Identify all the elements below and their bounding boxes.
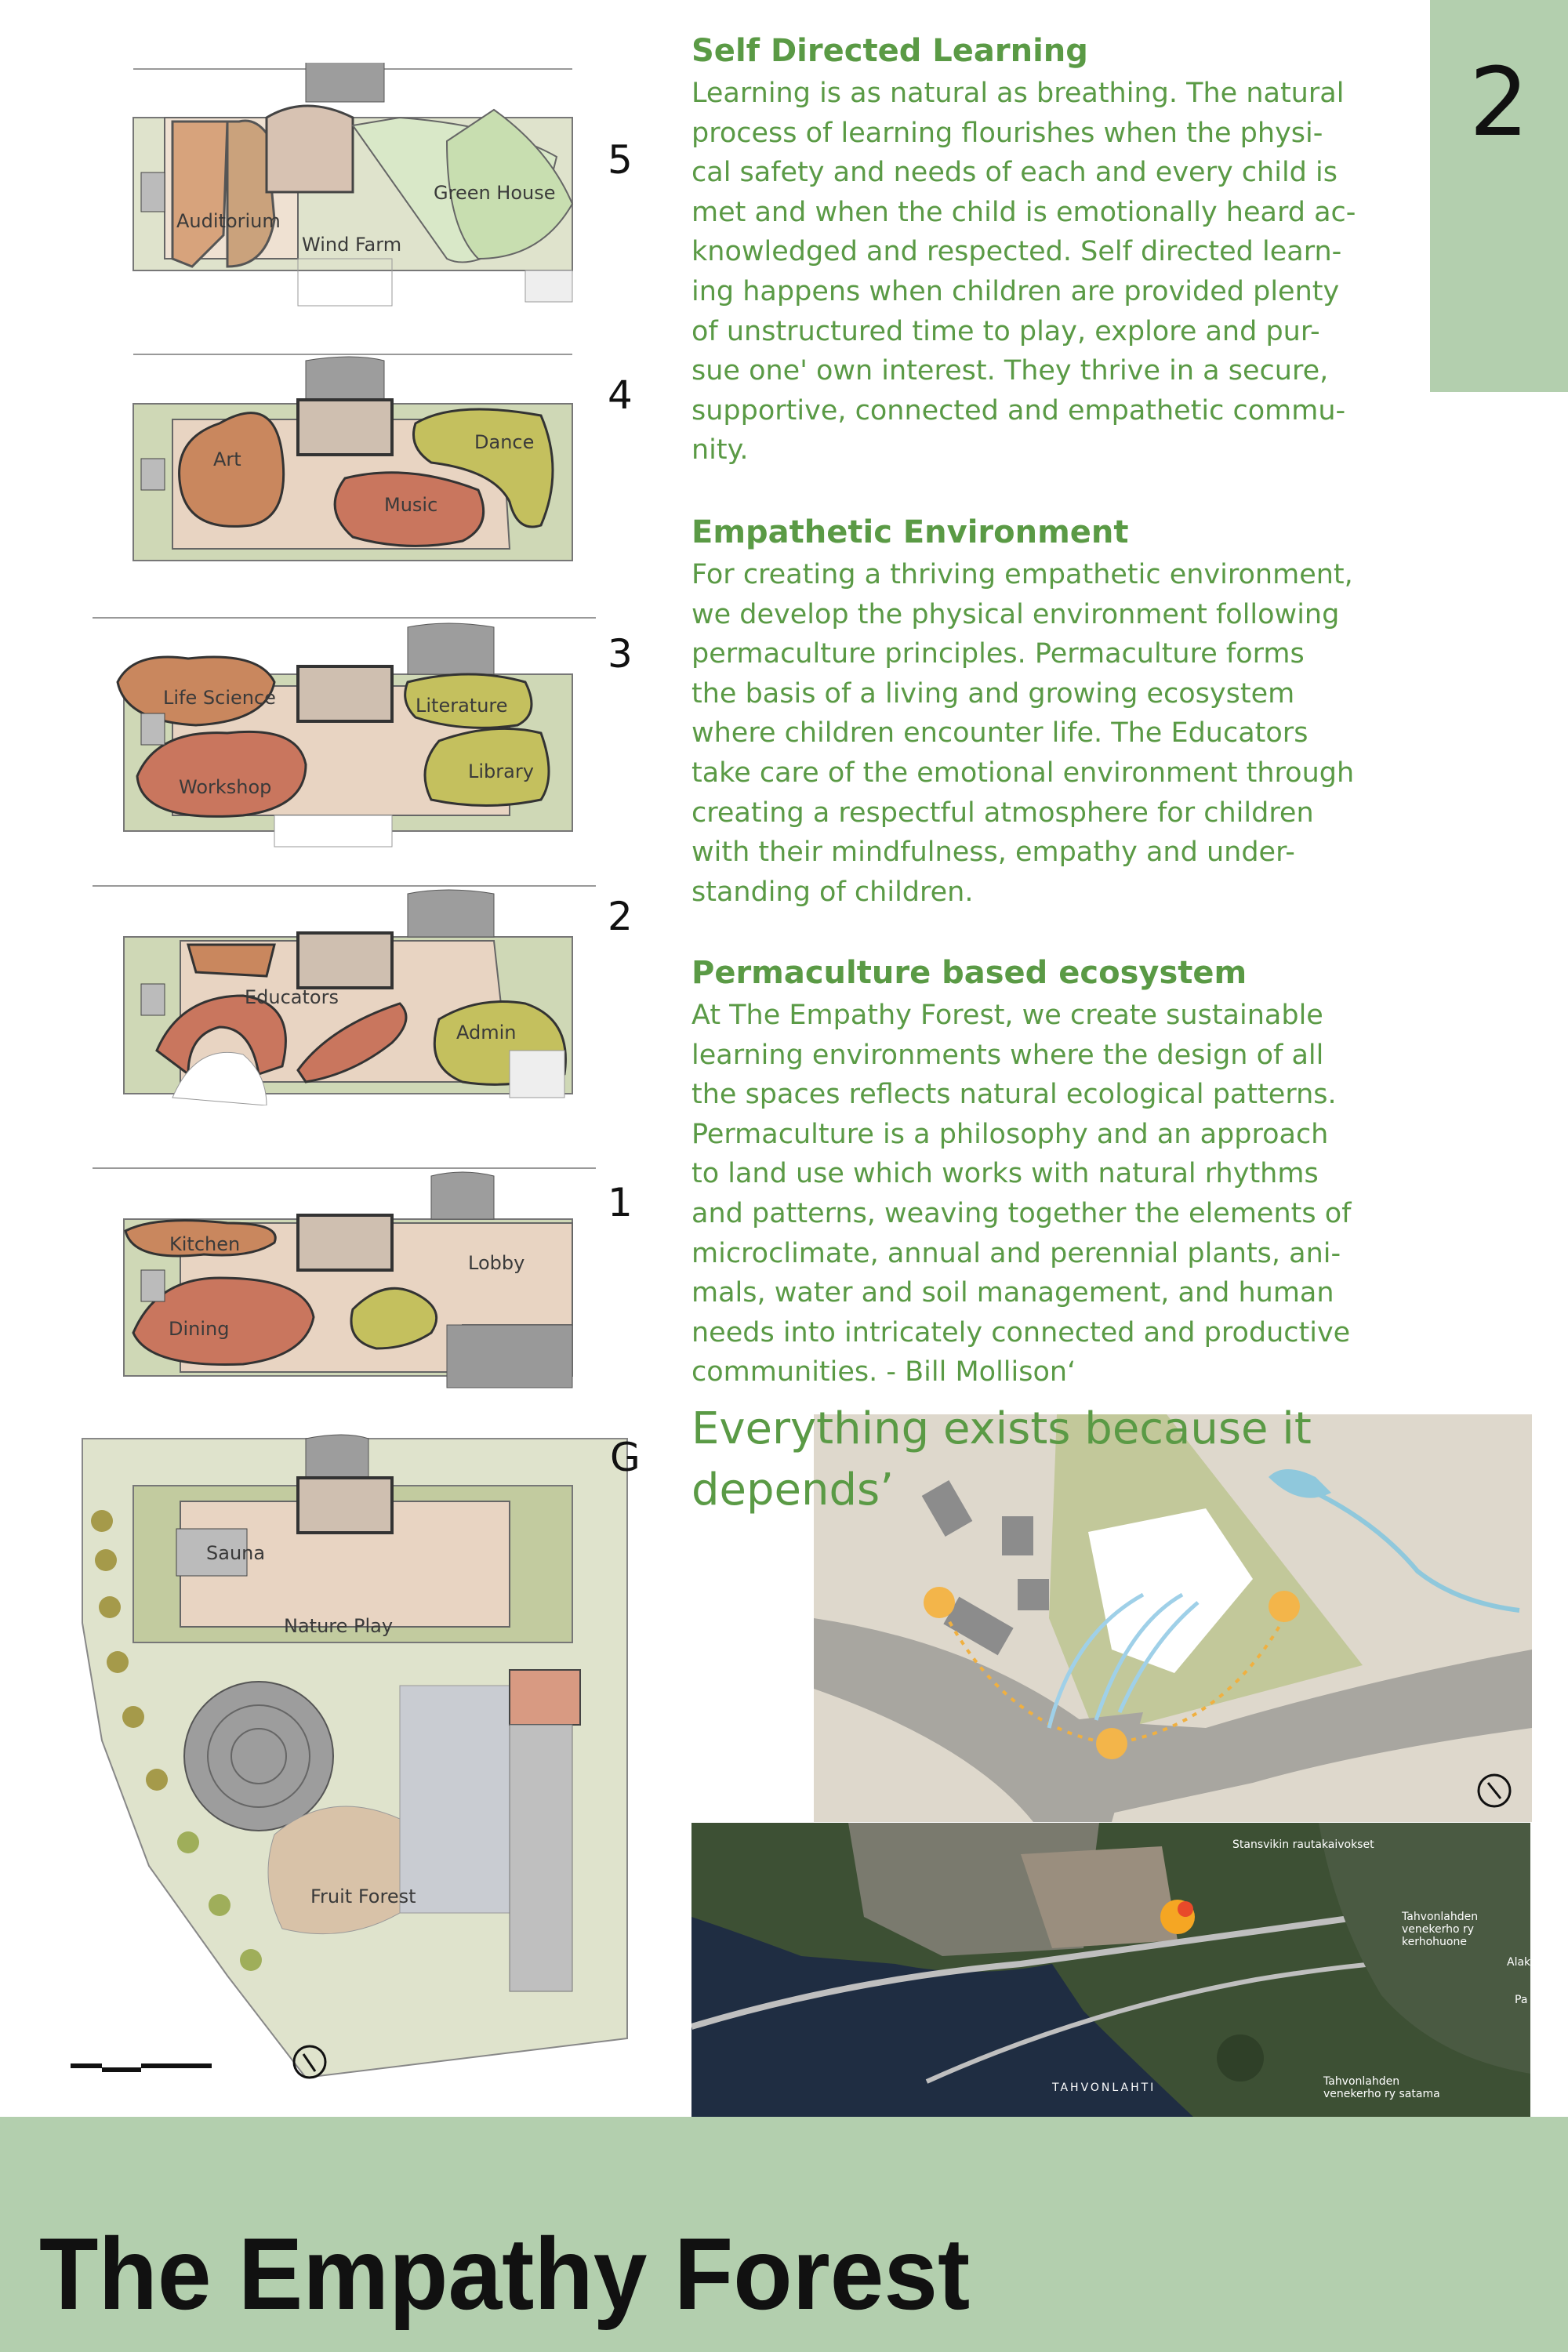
quote	[691, 1399, 1334, 1521]
text-line: mals, water and soil management, and human	[691, 1277, 1334, 1309]
text-line: microclimate, annual and perennial plants, ani-	[691, 1237, 1341, 1269]
level-number: 4	[608, 372, 633, 418]
map-label: Alak	[1507, 1956, 1530, 1969]
room-label: Lobby	[468, 1252, 525, 1274]
text-line: creating a respectful atmosphere for children	[691, 797, 1314, 829]
text-line: standing of children.	[691, 876, 974, 908]
room-label: Dance	[474, 431, 535, 453]
text-line: and patterns, weaving together the elements of	[691, 1197, 1352, 1229]
room-label: Green House	[434, 182, 556, 204]
quote-line: depends’	[691, 1465, 895, 1515]
text-line: knowledged and respected. Self directed learn-	[691, 236, 1342, 268]
map-label: Tahvonlahden venekerho ry satama	[1323, 2075, 1440, 2100]
level-number: 2	[608, 894, 633, 939]
room-label: Music	[384, 494, 438, 516]
text-line: nity.	[691, 434, 749, 466]
text-line: communities. - Bill Mollison‘	[691, 1356, 1076, 1388]
room-label: Literature	[416, 695, 508, 717]
section-body-empathetic	[691, 555, 1389, 912]
room-label: Sauna	[206, 1542, 266, 1564]
room-label: Auditorium	[176, 210, 281, 232]
section-body-permaculture	[691, 996, 1389, 1392]
map-label: TAHVONLAHTI	[1052, 2082, 1156, 2094]
page-number: 2	[1468, 49, 1530, 158]
text-line: sue one' own interest. They thrive in a secure,	[691, 355, 1329, 387]
text-line: to land use which works with natural rhythms	[691, 1158, 1319, 1190]
text-line: where children encounter life. The Educators	[691, 717, 1308, 750]
room-label: Fruit Forest	[310, 1886, 416, 1907]
text-line: take care of the emotional environment through	[691, 757, 1355, 789]
section-body-self-directed	[691, 74, 1389, 470]
text-line: Permaculture is a philosophy and an approach	[691, 1118, 1329, 1150]
text-line: ing happens when children are provided plenty	[691, 275, 1340, 307]
room-label: Kitchen	[169, 1233, 241, 1255]
room-label: Art	[213, 448, 241, 470]
text-line: the spaces reflects natural ecological patterns.	[691, 1079, 1337, 1111]
room-label: Library	[468, 760, 534, 782]
text-line: For creating a thriving empathetic environment,	[691, 559, 1353, 590]
level-number: G	[610, 1435, 641, 1480]
quote-line: Everything exists because it	[691, 1403, 1312, 1454]
room-label: Admin	[456, 1022, 517, 1044]
text-line: the basis of a living and growing ecosystem	[691, 677, 1295, 710]
satellite-map	[691, 1823, 1530, 2117]
text-line: with their mindfulness, empathy and under-	[691, 837, 1295, 869]
section-title-self-directed: Self Directed Learning	[691, 33, 1088, 69]
text-line: process of learning flourishes when the physi-	[691, 117, 1323, 149]
text-line: learning environments where the design of all	[691, 1039, 1324, 1071]
text-line: needs into intricately connected and productive	[691, 1316, 1351, 1348]
level-number: 1	[608, 1180, 633, 1225]
map-label: Pa	[1515, 1994, 1528, 2006]
text-line: met and when the child is emotionally heard ac-	[691, 196, 1356, 228]
room-label: Dining	[169, 1318, 230, 1340]
section-title-empathetic: Empathetic Environment	[691, 514, 1129, 550]
room-label: Wind Farm	[302, 234, 402, 256]
room-label: Educators	[245, 986, 339, 1008]
text-line: of unstructured time to play, explore and pur-	[691, 315, 1320, 347]
level-number: 3	[608, 631, 633, 677]
section-title-permaculture: Permaculture based ecosystem	[691, 955, 1247, 991]
map-label: Stansvikin rautakaivokset	[1232, 1838, 1374, 1851]
page-title: The Empathy Forest	[39, 2216, 971, 2331]
text-line: we develop the physical environment following	[691, 598, 1340, 630]
text-line: permaculture principles. Permaculture forms	[691, 638, 1305, 670]
map-label: Tahvonlahden venekerho ry kerhohuone	[1402, 1911, 1479, 1948]
room-label: Life Science	[163, 687, 276, 709]
text-line: cal safety and needs of each and every child is	[691, 157, 1338, 189]
text-line: supportive, connected and empathetic commu-	[691, 394, 1346, 426]
text-line: At The Empathy Forest, we create sustainable	[691, 1000, 1323, 1031]
page-number-tab	[1430, 0, 1568, 392]
level-number: 5	[608, 137, 633, 183]
room-label: Nature Play	[284, 1615, 394, 1637]
text-line: Learning is as natural as breathing. The natural	[691, 78, 1345, 109]
room-label: Workshop	[179, 776, 272, 798]
